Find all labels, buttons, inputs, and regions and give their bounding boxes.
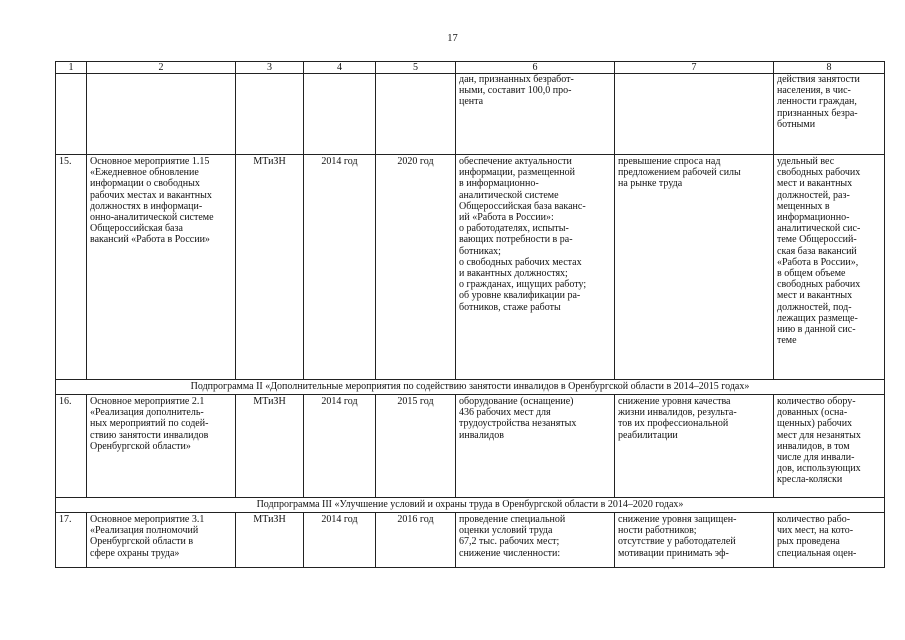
- result-cell: [456, 395, 615, 498]
- indicator-cell: [774, 513, 885, 568]
- result-text: обеспечение актуальности информации, размещенной в информационно- аналитической системе Общероссийская база ваканс- ий «Работа в России»: о работодателях, испыты- вающих потребности в ра- ботниках; о свободных рабочих местах и вакантных должностях; о гражданах, ищущих работу; об уровне квалификации ра- ботников, стаже работы: [459, 156, 587, 313]
- consequences-text: снижение уровня защищен- ности работников; отсутствие у работодателей мотивации принимать эф-: [618, 514, 737, 559]
- start-year: 2014 год: [304, 155, 376, 380]
- column-header: 7: [615, 62, 774, 74]
- result-text: дан, признанных безработ- ными, составит 100,0 про- цента: [459, 74, 574, 108]
- page-number: 17: [447, 33, 458, 44]
- empty-cell: [236, 74, 304, 155]
- executor: МТиЗН: [236, 155, 304, 380]
- activity-name-cell: [87, 155, 236, 380]
- indicator-text: количество обору- дованных (осна- щенных) рабочих мест для незанятых инвалидов, в том числе для инвали- дов, использующих кресла-коляски: [777, 396, 861, 486]
- indicator-cell: [774, 395, 885, 498]
- start-year: 2014 год: [304, 395, 376, 498]
- column-header: 8: [774, 62, 885, 74]
- empty-cell: [376, 74, 456, 155]
- indicator-cell: [774, 155, 885, 380]
- consequences-cell: [615, 155, 774, 380]
- result-text: проведение специальной оценки условий труда 67,2 тыс. рабочих мест; снижение численности:: [459, 514, 566, 559]
- start-year: 2014 год: [304, 513, 376, 568]
- end-year: 2020 год: [376, 155, 456, 380]
- row-number: 15.: [56, 155, 87, 380]
- result-text: оборудование (оснащение) 436 рабочих мест для трудоустройства незанятых инвалидов: [459, 396, 577, 441]
- executor: МТиЗН: [236, 395, 304, 498]
- consequences-text: превышение спроса над предложением рабочей силы на рынке труда: [618, 156, 741, 190]
- end-year: 2016 год: [376, 513, 456, 568]
- subprogram-title: Подпрограмма II «Дополнительные мероприятия по содействию занятости инвалидов в Оренбургской области в 2014–2015 годах»: [56, 380, 885, 395]
- indicator-cell: [774, 74, 885, 155]
- table-row: [56, 513, 885, 568]
- column-header: 6: [456, 62, 615, 74]
- empty-cell: [56, 74, 87, 155]
- row-number: 16.: [56, 395, 87, 498]
- subprogram-title: Подпрограмма III «Улучшение условий и охраны труда в Оренбургской области в 2014–2020 годах»: [56, 498, 885, 513]
- activity-name: Основное мероприятие 1.15 «Ежедневное обновление информации о свободных рабочих местах и вакантных должностях в информаци- онно-аналитической системе Общероссийская база вакансий «Работа в России»: [90, 156, 214, 246]
- activity-name-cell: [87, 395, 236, 498]
- column-header: 4: [304, 62, 376, 74]
- table-row: [56, 155, 885, 380]
- result-cell: [456, 513, 615, 568]
- table-row: [56, 395, 885, 498]
- result-cell: [456, 74, 615, 155]
- result-cell: [456, 155, 615, 380]
- activity-name: Основное мероприятие 3.1 «Реализация полномочий Оренбургской области в сфере охраны труда»: [90, 514, 205, 559]
- empty-cell: [304, 74, 376, 155]
- subprogram-row: [56, 498, 885, 513]
- indicator-text: действия занятости населения, в чис- ленности граждан, признанных безра- ботными: [777, 74, 860, 130]
- activities-table: [55, 61, 885, 568]
- continuation-row: [56, 74, 885, 155]
- empty-cell: [87, 74, 236, 155]
- column-number-row: [56, 62, 885, 74]
- executor: МТиЗН: [236, 513, 304, 568]
- column-header: 2: [87, 62, 236, 74]
- indicator-text: количество рабо- чих мест, на кото- рых проведена специальная оцен-: [777, 514, 857, 559]
- indicator-text: удельный вес свободных рабочих мест и вакантных должностей, раз- мещенных в информационно- аналитической сис- теме Общероссий- ская база вакансий «Работа в России», в общем объеме свободных рабочих мест и вакантных должностей, под- лежащих размеще- нию в данной сис- теме: [777, 156, 861, 347]
- row-number: 17.: [56, 513, 87, 568]
- subprogram-row: [56, 380, 885, 395]
- end-year: 2015 год: [376, 395, 456, 498]
- consequences-cell: [615, 395, 774, 498]
- consequences-text: снижение уровня качества жизни инвалидов, результа- тов их профессиональной реабилитации: [618, 396, 737, 441]
- consequences-cell: [615, 513, 774, 568]
- empty-cell: [615, 74, 774, 155]
- column-header: 1: [56, 62, 87, 74]
- column-header: 5: [376, 62, 456, 74]
- column-header: 3: [236, 62, 304, 74]
- activity-name: Основное мероприятие 2.1 «Реализация дополнитель- ных мероприятий по содей- ствию занятости инвалидов Оренбургской области»: [90, 396, 209, 452]
- activity-name-cell: [87, 513, 236, 568]
